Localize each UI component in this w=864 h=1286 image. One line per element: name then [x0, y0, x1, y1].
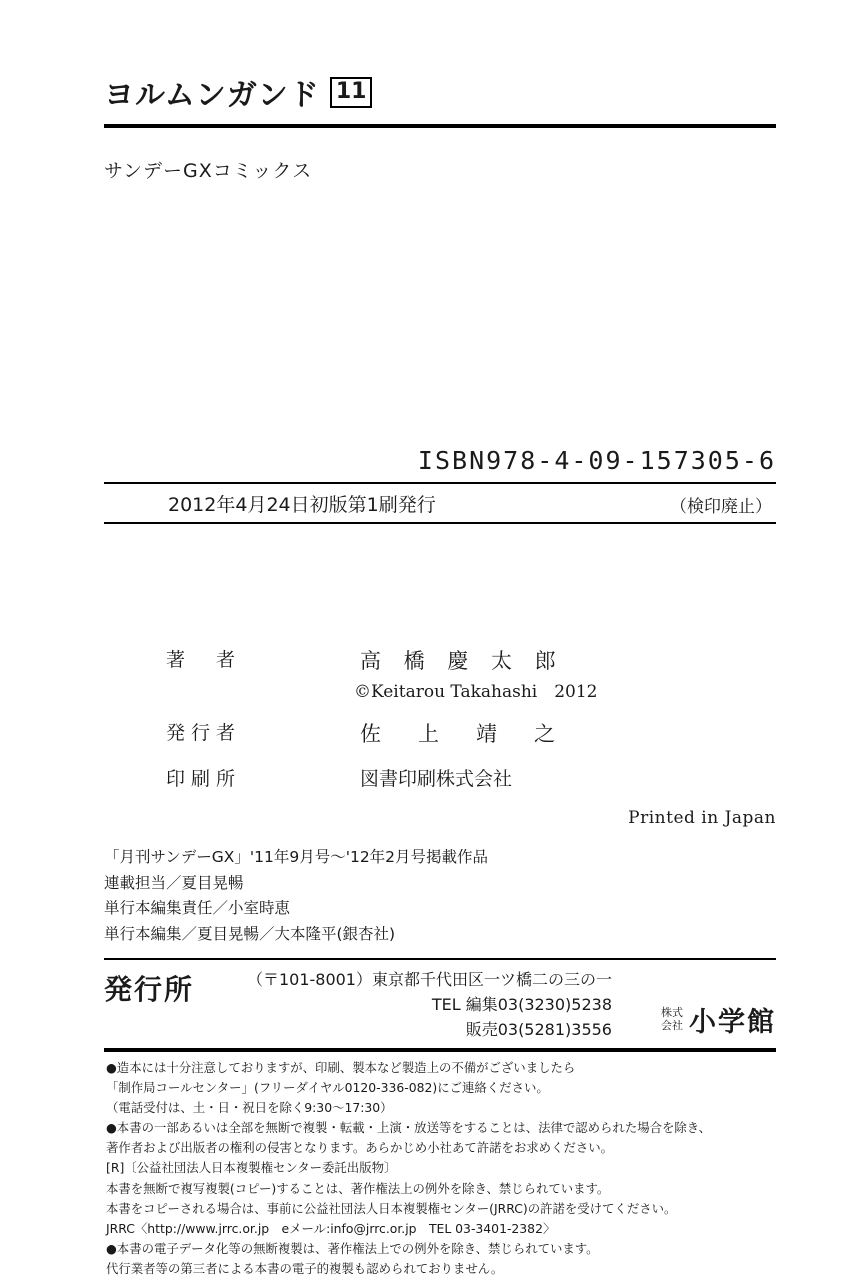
page-title: ヨルムンガンド: [104, 78, 320, 113]
publisher-person-name: 佐 上 靖 之: [360, 722, 563, 746]
printer-name: 図書印刷株式会社: [360, 768, 513, 790]
publisher-address: [246, 968, 612, 1042]
divider-publisher-bottom: [104, 1048, 776, 1052]
printed-in-japan: Printed in Japan: [628, 808, 776, 828]
fineprint-line: JRRC〈http://www.jrrc.or.jp eメール:info@jrrc.or.jp TEL 03-3401-2382〉: [106, 1220, 556, 1236]
divider-top: [104, 124, 776, 128]
fineprint-line: （電話受付は、土・日・祝日を除く9:30〜17:30）: [106, 1100, 393, 1116]
fineprint-line: 本書を無断で複写複製(コピー)することは、著作権法上の例外を除き、禁じられています。: [106, 1180, 610, 1196]
fineprint-line: 代行業者等の第三者による本書の電子的複製も認められておりません。: [106, 1260, 504, 1276]
credit-row: [104, 645, 776, 702]
publisher-address-line: TEL 編集03(3230)5238: [431, 994, 612, 1014]
credit-value-publisher: [360, 718, 563, 748]
publisher-company-prefix-bottom: 会社: [661, 1018, 683, 1032]
fineprint-line-jrrc-mark: [R]〔公益社団法人日本複製権センター委託出版物〕: [106, 1160, 397, 1176]
credit-value-author: [354, 645, 598, 702]
credit-label-publisher: 発行者: [166, 722, 242, 744]
publication-date: 2012年4月24日初版第1刷発行: [168, 494, 436, 516]
author-name: 高 橋 慶 太 郎: [360, 649, 564, 673]
credit-label-printer: 印刷所: [166, 768, 242, 790]
publisher-address-line: （〒101-8001）東京都千代田区一ツ橋二の三の一: [246, 970, 612, 989]
publisher-logo: [661, 1000, 776, 1039]
fineprint-line: ●本書の電子データ化等の無断複製は、著作権法上での例外を除き、禁じられています。: [106, 1240, 599, 1256]
serialization-note-line: 単行本編集／夏目晃暢／大本隆平(銀杏社): [104, 924, 396, 943]
credit-row: [104, 718, 776, 748]
fineprint-block: [106, 1058, 786, 1279]
publisher-address-line: 販売03(5281)3556: [465, 1019, 612, 1039]
credits-block: [104, 645, 776, 807]
fineprint-line: 著作者および出版者の権利の侵害となります。あらかじめ小社あて許諾をお求めください。: [106, 1140, 614, 1156]
fineprint-line: ●造本には十分注意しておりますが、印刷、製本など製造上の不備がございましたら: [106, 1060, 576, 1075]
divider-isbn-top: [104, 482, 776, 484]
series-label: サンデーGXコミックス: [104, 160, 313, 182]
serialization-note-line: 「月刊サンデーGX」'11年9月号〜'12年2月号掲載作品: [104, 848, 489, 866]
publisher-company-prefix-top: 株式: [661, 1005, 683, 1019]
credit-label-author: 著 者: [166, 649, 242, 671]
divider-isbn-bottom: [104, 522, 776, 524]
divider-publisher-top: [104, 958, 776, 960]
serialization-note-line: 単行本編集責任／小室時恵: [104, 899, 291, 918]
credit-row: [104, 764, 776, 791]
credit-value-printer: [360, 764, 512, 791]
publisher-company-name: 小学館: [689, 1007, 776, 1038]
author-copyright: ©Keitarou Takahashi 2012: [354, 682, 598, 702]
fineprint-line: 「制作局コールセンター」(フリーダイヤル0120-336-082)にご連絡ください。: [106, 1080, 549, 1096]
publisher-label: 発行所: [104, 973, 195, 1006]
volume-number: 11: [330, 77, 373, 108]
isbn-value: ISBN978-4-09-157305-6: [417, 446, 776, 475]
serialization-note-line: 連載担当／夏目晃暢: [104, 873, 244, 892]
fineprint-line: ●本書の一部あるいは全部を無断で複製・転載・上演・放送等をすることは、法律で認められた場合を除き、: [106, 1120, 712, 1136]
publisher-company-prefix: [661, 1007, 683, 1032]
seal-note: （検印廃止）: [670, 497, 772, 517]
book-title-row: [104, 70, 372, 114]
serialization-notes: [104, 845, 488, 947]
fineprint-line: 本書をコピーされる場合は、事前に公益社団法人日本複製権センター(JRRC)の許諾を受けてください。: [106, 1200, 677, 1216]
